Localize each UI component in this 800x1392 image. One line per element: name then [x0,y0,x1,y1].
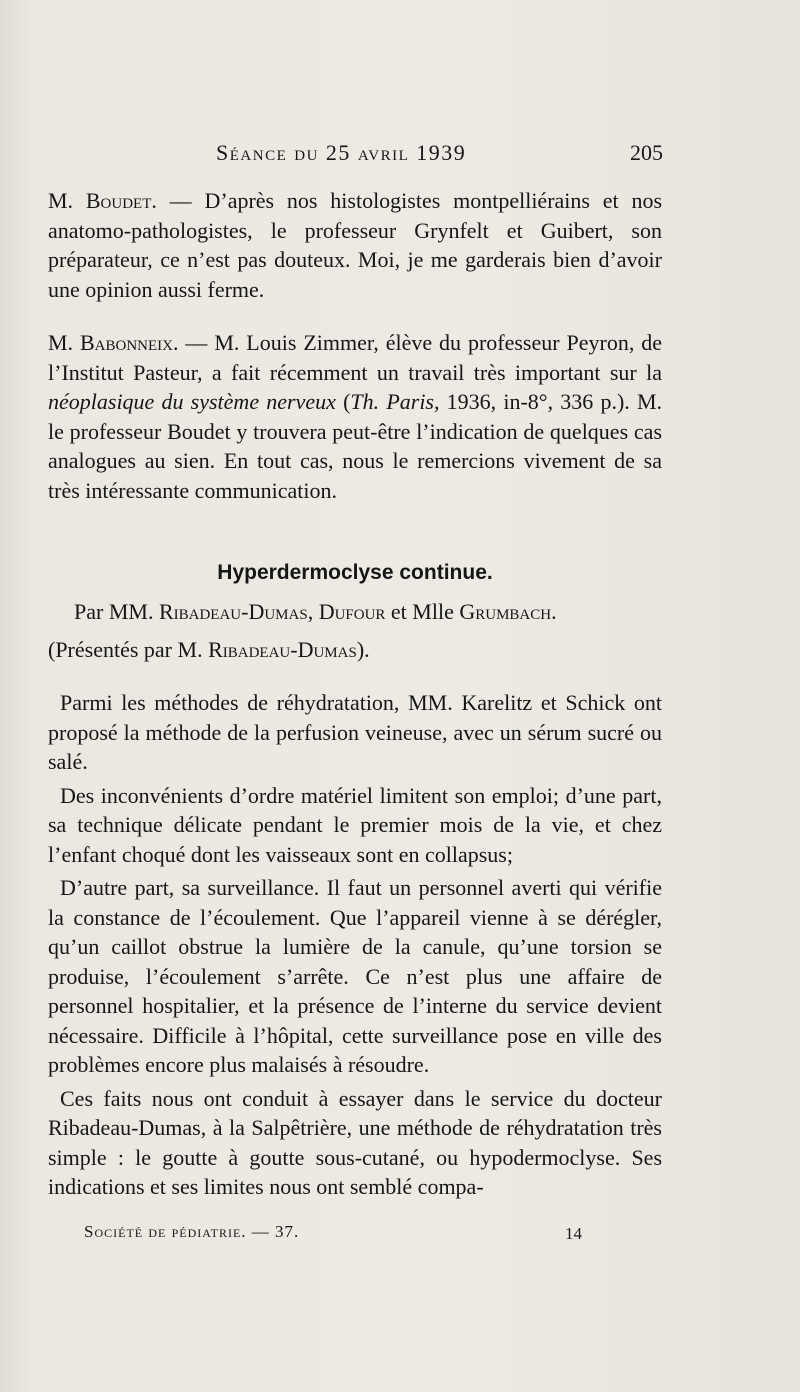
byline-end: . [551,599,557,624]
paragraph-text: ( [335,389,351,414]
body-paragraph: Parmi les méthodes de réhydratation, MM. Karelitz et Schick ont proposé la méthode de la perfusion veineuse, avec un sérum sucré ou salé. [48,690,662,774]
author-name: Grumbach [459,599,552,624]
presented-prefix: (Présentés par M. [48,636,209,662]
presented-suffix: ). [356,636,370,662]
paragraph-text: — D’après nos histologistes montpelliérains et nos anatomo-pathologistes, le professeur Grynfelt et Guibert, son préparateur, ce n’est pas douteux. Moi, je me garderais bien d’avoir une opinion aussi ferme. [48,188,663,302]
spacer [48,304,662,328]
article-byline [48,597,662,627]
signature-number: 14 [565,1224,582,1243]
footer-signature: Société de pédiatrie. — 37. [84,1222,300,1241]
page-footer [48,1222,662,1246]
presented-by [48,635,662,665]
page-header [48,140,663,170]
paragraph-text: — M. Louis Zimmer, élève du professeur Peyron, de l’Institut Pasteur, a fait récemment un travail très important sur la [48,330,662,385]
paragraph-text: 1936, in-8°, 336 p.). M. le professeur Boudet y trouvera peut-être l’indication de quelques cas analogues au sien. En tout cas, nous le remercions vivement de sa très intéressante communication. [48,389,663,503]
speaker-name: M. Babonneix. [48,330,179,355]
body-paragraph: Des inconvénients d’ordre matériel limitent son emploi; d’une part, sa technique délicate pendant le premier mois de la vie, et chez l’enfant choqué dont les vaisseaux sont en collapsus; [48,782,662,867]
spacer [48,664,662,688]
page-body [48,186,662,1202]
page-number: 205 [630,140,663,165]
author-name: Ribadeau-Dumas [158,599,308,624]
article-title: Hyperdermoclyse continue. [217,561,493,584]
italic-text: Th. Paris, [350,389,440,414]
byline-prefix: Par MM. [74,599,159,624]
byline-separator: et Mlle [385,599,460,624]
body-paragraph: Ces faits nous ont conduit à essayer dans le service du docteur Ribadeau-Dumas, à la Salpêtrière, une méthode de réhydratation très simple : le goutte à goutte sous-cutané, ou hypodermoclyse. Ses indications et ses limites nous ont semblé compa- [48,1085,662,1199]
presenter-name: Ribadeau-Dumas [208,636,357,662]
paragraph-babonneix [48,328,662,505]
body-paragraph: D’autre part, sa surveillance. Il faut un personnel averti qui vérifie la constance de l’écoulement. Que l’appareil vienne à se dérégler, qu’un caillot obstrue la lumière de la canule, qu’une torsion se produise, l’écoulement s’arrête. Ce n’est plus une affaire de personnel hospitalier, et la présence de l’interne du service devient nécessaire. Difficile à l’hôpital, cette surveillance pose en ville des problèmes encore plus malaisés à résoudre. [48,875,662,1077]
running-head: Séance du 25 avril 1939 [216,140,467,165]
byline-separator: , [307,599,319,624]
italic-text: néoplasique du système nerveux [48,389,336,414]
paragraph-boudet [48,186,662,304]
author-name: Dufour [318,599,386,624]
speaker-name: M. Boudet. [48,188,157,213]
